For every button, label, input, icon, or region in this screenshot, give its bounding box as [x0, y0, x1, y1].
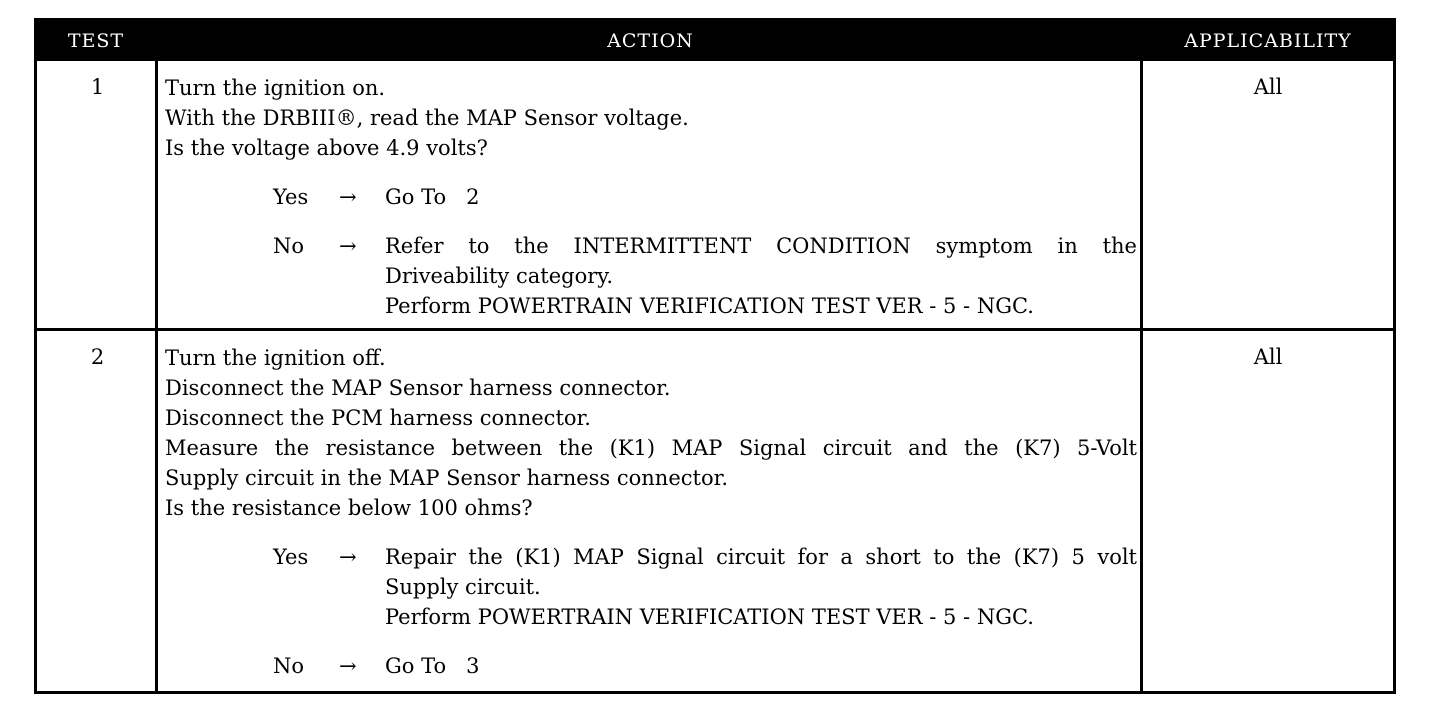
yes-label: Yes — [273, 185, 309, 209]
test-number: 1 — [90, 75, 105, 99]
action-step: Is the voltage above 4.9 volts? — [165, 136, 488, 160]
action-step: Disconnect the PCM harness connector. — [165, 406, 591, 430]
yes-result — [273, 182, 1137, 212]
arrow-icon: → — [339, 545, 357, 569]
no-label: No — [273, 654, 305, 678]
result-line: Supply circuit. — [385, 575, 541, 599]
diagnostic-table — [34, 18, 1396, 694]
header-action: ACTION — [607, 30, 694, 52]
result-line: Driveability category. — [385, 264, 613, 288]
action-step: Turn the ignition off. — [165, 346, 386, 370]
arrow-icon: → — [339, 654, 357, 678]
result-line: Perform POWERTRAIN VERIFICATION TEST VER - 5 - NGC. — [385, 294, 1034, 318]
no-result — [273, 231, 1137, 321]
header-test: TEST — [67, 30, 125, 52]
test-number: 2 — [90, 345, 105, 369]
yes-result — [273, 542, 1137, 632]
action-step: Turn the ignition on. — [165, 76, 386, 100]
arrow-icon: → — [339, 185, 357, 209]
no-result — [273, 651, 1137, 681]
action-step: With the DRBIII®, read the MAP Sensor voltage. — [165, 106, 689, 130]
header-applicability: APPLICABILITY — [1184, 30, 1352, 52]
action-step: Measure the resistance between the (K1) MAP Signal circuit and the (K7) 5-Volt — [165, 436, 1137, 460]
action-step: Is the resistance below 100 ohms? — [165, 496, 533, 520]
result-line: Go To 2 — [385, 185, 480, 209]
table-header — [37, 21, 1393, 61]
result-line: Go To 3 — [385, 654, 480, 678]
arrow-icon: → — [339, 234, 357, 258]
yes-label: Yes — [273, 545, 309, 569]
action-step: Disconnect the MAP Sensor harness connector. — [165, 376, 671, 400]
applicability-value: All — [1253, 75, 1283, 99]
result-line: Perform POWERTRAIN VERIFICATION TEST VER - 5 - NGC. — [385, 605, 1034, 629]
no-label: No — [273, 234, 305, 258]
result-line: Repair the (K1) MAP Signal circuit for a short to the (K7) 5 volt — [385, 545, 1137, 569]
table-row-test-2 — [37, 331, 1393, 691]
table-row-test-1 — [37, 61, 1393, 328]
action-cell — [165, 73, 1137, 321]
action-step: Supply circuit in the MAP Sensor harness connector. — [165, 466, 729, 490]
action-cell — [165, 343, 1137, 681]
applicability-value: All — [1253, 345, 1283, 369]
result-line: Refer to the INTERMITTENT CONDITION symptom in the — [385, 234, 1137, 258]
